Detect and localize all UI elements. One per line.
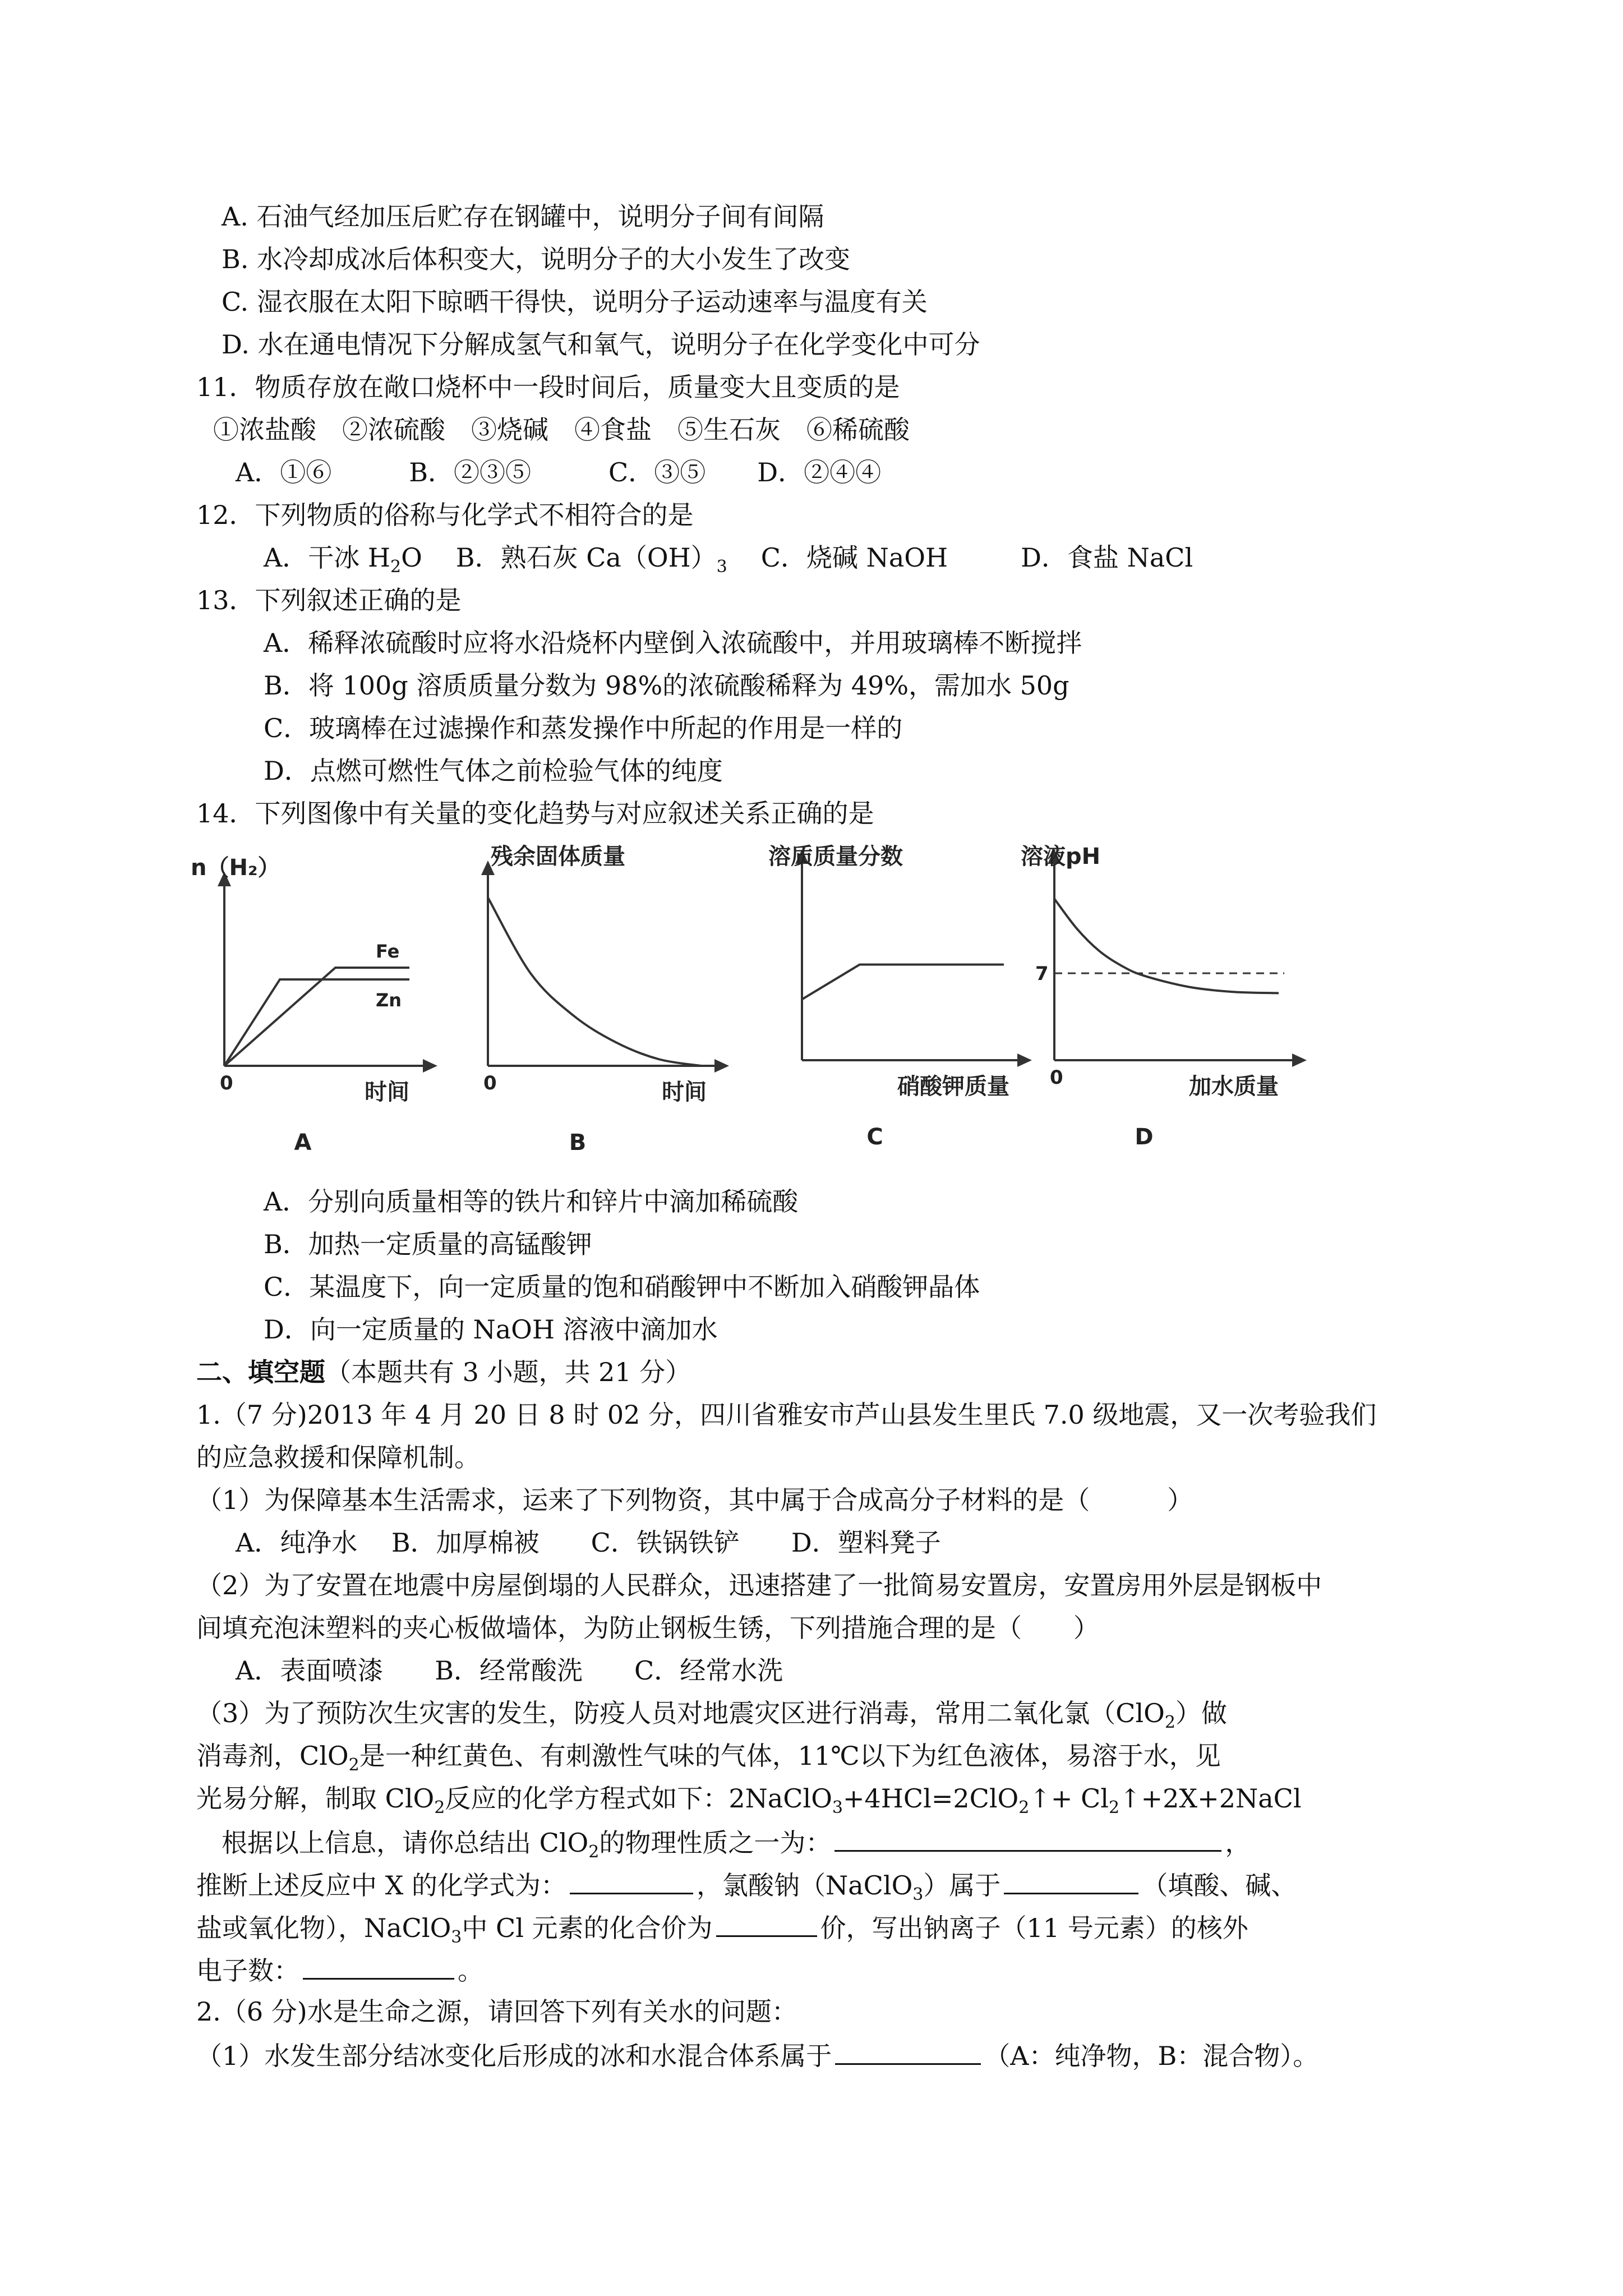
q13-option-a: A．稀释浓硫酸时应将水沿烧杯内壁倒入浓硫酸中，并用玻璃棒不断搅拌 [264, 628, 1082, 658]
q14-stem: 14．下列图像中有关量的变化趋势与对应叙述关系正确的是 [196, 798, 874, 829]
q12-stem: 12．下列物质的俗称与化学式不相符合的是 [196, 500, 694, 530]
q13-option-d: D．点燃可燃性气体之前检验气体的纯度 [264, 756, 723, 786]
f2-part1: （1）水发生部分结冰变化后形成的冰和水混合体系属于 （A：纯净物，B：混合物）。 [196, 2037, 1318, 2073]
series-label-fe: Fe [376, 941, 400, 962]
f1-part1-options: A．纯净水 B．加厚棉被 C．铁锅铁铲 D．塑料凳子 [236, 1527, 941, 1558]
answer-blank-x-formula[interactable] [570, 1867, 693, 1894]
origin-label: 0 [483, 1072, 497, 1094]
q12-option-b: B．熟石灰 $Ca(OH)_3$ [455, 542, 727, 577]
q14-option-b: B．加热一定质量的高锰酸钾 [264, 1229, 592, 1259]
x-axis-label: 时间 [662, 1079, 707, 1105]
chart-d [1004, 841, 1318, 1167]
series-line-0 [1054, 899, 1279, 993]
x-axis-arrow [714, 1059, 729, 1073]
f1-part3-f: 盐或氧化物），NaClO$_3$中 Cl 元素的化合价为 价，写出钠离子（11 号元素）的核外 [196, 1910, 1248, 1945]
q12-options [264, 541, 1193, 577]
q10-option-d: D. 水在通电情况下分解成氢气和氧气，说明分子在化学变化中可分 [222, 329, 980, 360]
answer-blank-electron-count[interactable] [303, 1952, 454, 1980]
answer-blank-ice-water[interactable] [835, 2037, 981, 2065]
q13-option-c: C．玻璃棒在过滤操作和蒸发操作中所起的作用是一样的 [264, 713, 903, 743]
chart-caption: B [569, 1130, 587, 1156]
q13-option-b: B．将 100g 溶质质量分数为 98%的浓硫酸稀释为 49%，需加水 50g [264, 670, 1069, 701]
reference-label: 7 [1035, 963, 1049, 985]
f1-part2-a: （2）为了安置在地震中房屋倒塌的人民群众，迅速搭建了一批简易安置房，安置房用外层是钢板中 [196, 1570, 1322, 1600]
f1-part3-a: （3）为了预防次生灾害的发生，防疫人员对地震灾区进行消毒，常用二氧化氯（ClO$_2$）做 [196, 1698, 1227, 1732]
y-axis-label: 溶质质量分数 [768, 844, 903, 869]
f1-line2: 的应急救援和保障机制。 [196, 1442, 480, 1473]
series-line-0 [802, 965, 1004, 1000]
chart-c [740, 841, 1032, 1167]
answer-blank-physical-property[interactable] [834, 1824, 1221, 1852]
origin-label: 0 [1050, 1066, 1063, 1089]
x-axis-label: 加水质量 [1189, 1074, 1279, 1099]
q14-option-d: D．向一定质量的 NaOH 溶液中滴加水 [264, 1314, 718, 1345]
chart-caption: C [866, 1124, 883, 1150]
y-axis-label: 溶液pH [1021, 844, 1101, 869]
q11-options: A．①⑥ B．②③⑤ C．③⑤ D．②④④ [236, 457, 882, 487]
q10-option-b: B. 水冷却成冰后体积变大，说明分子的大小发生了改变 [222, 244, 851, 274]
q14-option-a: A．分别向质量相等的铁片和锌片中滴加稀硫酸 [264, 1186, 799, 1217]
f1-part2-b: 间填充泡沫塑料的夹心板做墙体，为防止钢板生锈，下列措施合理的是（ ） [196, 1613, 1099, 1643]
q12-option-c: C．烧碱 NaOH [760, 542, 948, 573]
q10-option-a: A. 石油气经加压后贮存在钢罐中，说明分子间有间隔 [222, 201, 824, 232]
chart-a [191, 841, 437, 1167]
q13-stem: 13．下列叙述正确的是 [196, 585, 462, 615]
y-axis-label: 残余固体质量 [491, 844, 625, 869]
y-axis-label: n（H₂） [191, 855, 280, 881]
f2-line1: 2.（6 分)水是生命之源，请回答下列有关水的问题： [196, 1996, 797, 2027]
chart-caption: A [294, 1130, 312, 1156]
series-line-0 [488, 898, 701, 1066]
x-axis-label: 硝酸钾质量 [897, 1074, 1009, 1099]
chart-b [449, 841, 740, 1167]
x-axis-label: 时间 [365, 1079, 409, 1105]
f1-part1: （1）为保障基本生活需求，运来了下列物资，其中属于合成高分子材料的是（ ） [196, 1485, 1193, 1515]
f1-part3-e: 推断上述反应中 X 的化学式为： ，氯酸钠（NaClO$_3$）属于 （填酸、碱、 [196, 1867, 1297, 1902]
answer-blank-valence[interactable] [716, 1910, 817, 1937]
q11-stem: 11．物质存放在敞口烧杯中一段时间后，质量变大且变质的是 [196, 372, 900, 402]
q12-option-d: D．食盐 NaCl [1021, 542, 1193, 573]
series-label-zn: Zn [376, 990, 402, 1011]
section-2-title: 二、填空题 [196, 1357, 325, 1387]
f1-part3-equation: 光易分解，制取 ClO$_2$反应的化学方程式如下：2NaClO$_3$+4HCl=2ClO$_2$↑+ $Cl_2↑+2X+2NaCl$ [196, 1783, 1302, 1818]
x-axis-arrow [1292, 1053, 1307, 1067]
f1-part3-d: 根据以上信息，请你总结出 ClO$_2$的物理性质之一为： ， [222, 1824, 1251, 1860]
f1-part2-options: A．表面喷漆 B．经常酸洗 C．经常水洗 [236, 1655, 783, 1686]
f1-part3-g: 电子数： 。 [196, 1952, 483, 1987]
x-axis-arrow [423, 1059, 437, 1073]
f1-part3-b: 消毒剂，ClO$_2$是一种红黄色、有刺激性气味的气体，11℃以下为红色液体，易溶于水，见 [196, 1741, 1221, 1775]
origin-label: 0 [220, 1072, 233, 1094]
section-2-note: （本题共有 3 小题，共 21 分） [325, 1357, 691, 1387]
q11-items: ①浓盐酸 ②浓硫酸 ③烧碱 ④食盐 ⑤生石灰 ⑥稀硫酸 [213, 415, 910, 445]
q12-option-a: A．干冰 $H_2O$ [264, 542, 422, 577]
section-2-heading [196, 1355, 691, 1389]
q10-option-c: C. 湿衣服在太阳下晾晒干得快，说明分子运动速率与温度有关 [222, 287, 928, 317]
f1-line1: 1.（7 分)2013 年 4 月 20 日 8 时 02 分，四川省雅安市芦山县发生里氏 7.0 级地震，又一次考验我们 [196, 1400, 1377, 1430]
series-line-fe [224, 968, 409, 1066]
answer-blank-compound-class[interactable] [1004, 1867, 1138, 1894]
chart-caption: D [1135, 1124, 1154, 1150]
q14-option-c: C．某温度下，向一定质量的饱和硝酸钾中不断加入硝酸钾晶体 [264, 1272, 980, 1302]
